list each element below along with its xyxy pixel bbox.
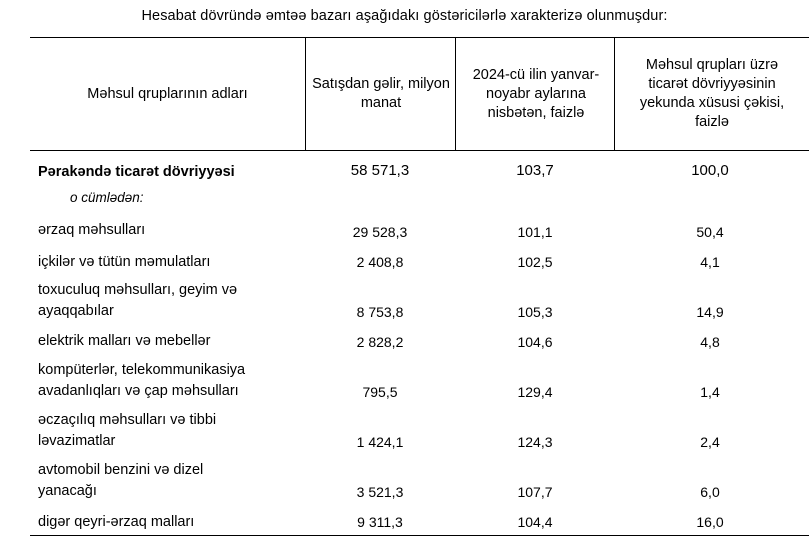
row-share: 4,1 (700, 254, 720, 270)
row-revenue: 2 828,2 (356, 334, 404, 350)
column-divider-1 (305, 37, 306, 151)
row-label-line-2: avadanlıqları və çap məhsulları (38, 383, 239, 399)
header-product-groups: Məhsul qruplarının adları (87, 85, 248, 102)
row-revenue: 3 521,3 (356, 484, 404, 500)
row-percent: 102,5 (517, 254, 553, 270)
row-share: 4,8 (700, 334, 720, 350)
total-percent: 103,7 (516, 162, 554, 179)
row-revenue: 2 408,8 (356, 254, 404, 270)
row-label-line-1: avtomobil benzini və dizel (38, 462, 204, 478)
row-label-line-1: toxuculuq məhsulları, geyim və (38, 282, 238, 298)
total-sublabel: o cümlədən: (70, 190, 144, 205)
row-revenue: 9 311,3 (357, 514, 403, 530)
total-share: 100,0 (691, 162, 729, 179)
row-revenue: 1 424,1 (356, 434, 404, 450)
row-revenue: 29 528,3 (352, 224, 408, 240)
row-label: içkilər və tütün məmulatları (38, 254, 211, 270)
column-divider-2 (455, 37, 456, 151)
row-share: 14,9 (696, 304, 724, 320)
row-percent: 124,3 (517, 434, 553, 450)
row-label-line-2: yanacağı (38, 483, 97, 499)
row-percent: 101,1 (517, 224, 553, 240)
total-label: Pərakəndə ticarət dövriyyəsi (38, 164, 235, 180)
row-percent: 104,4 (517, 514, 553, 530)
row-share: 2,4 (700, 434, 720, 450)
header-share: Məhsul qrupları üzrə ticarət dövriyyəsinin yekunda xüsusi çəkisi, faizlə (639, 57, 785, 130)
row-share: 50,4 (696, 224, 724, 240)
table-bottom-rule (30, 535, 809, 536)
row-revenue: 795,5 (362, 384, 398, 400)
header-bottom-rule (30, 150, 809, 151)
row-label: elektrik malları və mebellər (38, 333, 211, 349)
row-percent: 129,4 (517, 384, 553, 400)
table-caption: Hesabat dövründə əmtəə bazarı aşağıdakı göstəricilərlə xarakterizə olunmuşdur: (141, 8, 668, 24)
row-label: ərzaq məhsulları (38, 222, 146, 238)
row-percent: 107,7 (517, 484, 553, 500)
row-percent: 104,6 (517, 334, 553, 350)
row-label-line-2: ləvazimatlar (38, 433, 116, 449)
row-share: 1,4 (700, 384, 720, 400)
row-label-line-1: kompüterlər, telekommunikasiya (38, 362, 246, 378)
row-revenue: 8 753,8 (356, 304, 404, 320)
row-label-line-2: ayaqqabılar (38, 303, 114, 319)
header-percent-change: 2024-cü ilin yanvar-noyabr aylarına nisbətən, faizlə (472, 66, 600, 121)
header-revenue: Satışdan gəlir, milyon manat (312, 76, 450, 111)
total-revenue: 58 571,3 (350, 162, 410, 179)
row-percent: 105,3 (517, 304, 553, 320)
row-share: 16,0 (696, 514, 724, 530)
column-divider-3 (614, 37, 615, 151)
row-label-line-1: əczaçılıq məhsulları və tibbi (38, 412, 217, 428)
row-share: 6,0 (700, 484, 720, 500)
row-label: digər qeyri-ərzaq malları (38, 514, 195, 530)
